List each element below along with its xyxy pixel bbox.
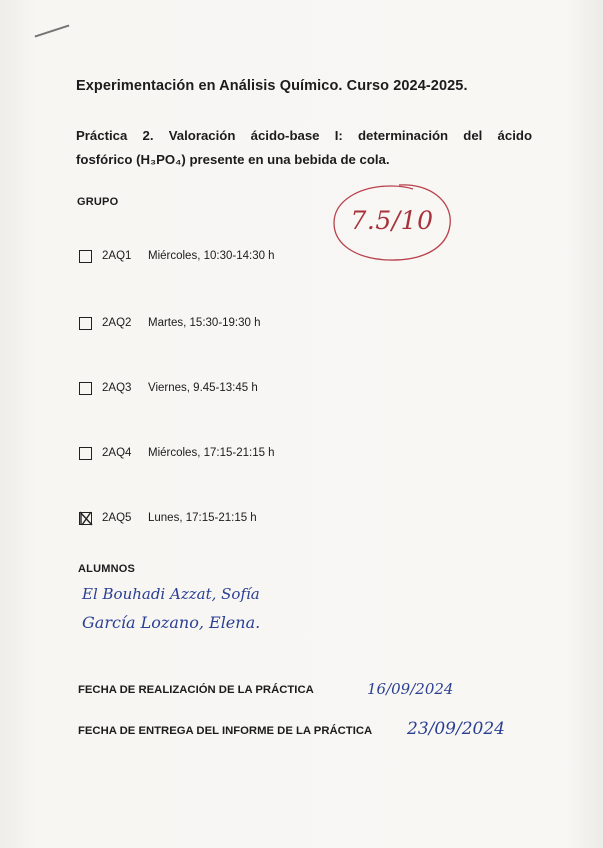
checkbox-checked[interactable] bbox=[79, 512, 92, 525]
group-code: 2AQ4 bbox=[102, 447, 132, 459]
alumnos-label: ALUMNOS bbox=[78, 563, 136, 575]
fecha-realizacion-value: 16/09/2024 bbox=[367, 680, 454, 698]
practica-line-2: fosfórico (H₃PO₄) presente en una bebida de cola. bbox=[76, 152, 390, 167]
group-code: 2AQ2 bbox=[102, 317, 132, 329]
checkbox[interactable] bbox=[79, 250, 92, 263]
practica-heading bbox=[76, 124, 532, 172]
fecha-entrega-label: FECHA DE ENTREGA DEL INFORME DE LA PRÁCTICA bbox=[78, 725, 373, 737]
group-row-2aq2[interactable] bbox=[79, 315, 261, 331]
group-code: 2AQ1 bbox=[102, 250, 132, 262]
group-code: 2AQ3 bbox=[102, 382, 132, 394]
checkbox[interactable] bbox=[79, 317, 92, 330]
group-schedule: Viernes, 9.45-13:45 h bbox=[148, 382, 258, 394]
grupo-label: GRUPO bbox=[77, 196, 119, 208]
student-name-1: El Bouhadi Azzat, Sofía bbox=[82, 585, 260, 603]
practica-line-1: Práctica 2. Valoración ácido-base I: determinación del ácido bbox=[76, 128, 532, 143]
grade-mark bbox=[329, 181, 455, 263]
grade-text: 7.5/10 bbox=[350, 206, 434, 235]
group-schedule: Martes, 15:30-19:30 h bbox=[148, 317, 261, 329]
group-row-2aq3[interactable] bbox=[79, 380, 258, 396]
document-title: Experimentación en Análisis Químico. Curso 2024-2025. bbox=[76, 78, 468, 94]
group-row-2aq1[interactable] bbox=[79, 248, 275, 264]
group-schedule: Lunes, 17:15-21:15 h bbox=[148, 512, 257, 524]
group-schedule: Miércoles, 17:15-21:15 h bbox=[148, 447, 275, 459]
group-schedule: Miércoles, 10:30-14:30 h bbox=[148, 250, 275, 262]
group-row-2aq4[interactable] bbox=[79, 445, 275, 461]
checkbox[interactable] bbox=[79, 382, 92, 395]
group-code: 2AQ5 bbox=[102, 512, 132, 524]
check-mark-icon bbox=[77, 509, 95, 527]
group-row-2aq5[interactable] bbox=[79, 510, 257, 526]
fecha-realizacion-label: FECHA DE REALIZACIÓN DE LA PRÁCTICA bbox=[78, 684, 314, 696]
checkbox[interactable] bbox=[79, 447, 92, 460]
student-name-2: García Lozano, Elena. bbox=[82, 613, 261, 632]
fecha-entrega-value: 23/09/2024 bbox=[407, 719, 505, 739]
scan-mark bbox=[35, 24, 70, 37]
